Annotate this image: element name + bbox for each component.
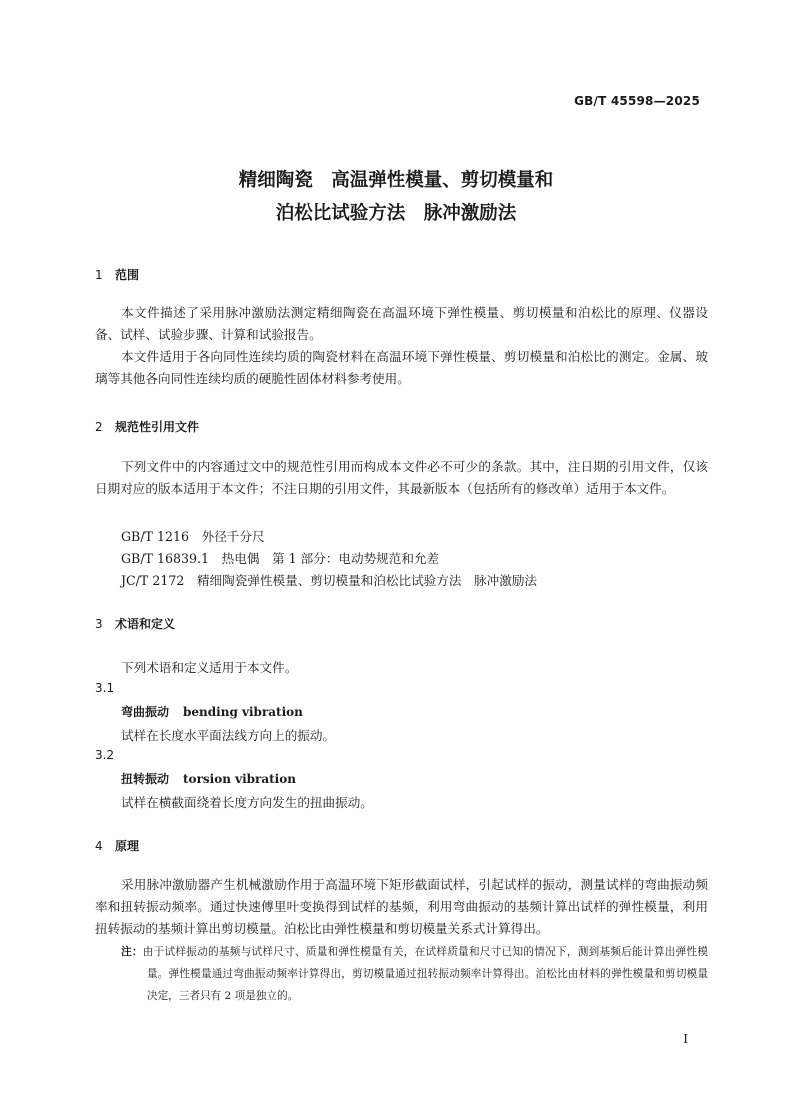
section-3-number: 3 (95, 617, 103, 631)
section-3-intro: 下列术语和定义适用于本文件。 (121, 660, 298, 675)
term-heading-torsion-vibration (121, 770, 296, 787)
section-4-note (121, 941, 708, 1007)
section-3-title: 术语和定义 (115, 617, 176, 631)
section-2-number: 2 (95, 420, 103, 434)
section-1-heading (95, 266, 139, 283)
title-line-2: 泊松比试验方法 脉冲激励法 (275, 203, 517, 224)
term-heading-bending-vibration (121, 703, 303, 720)
document-title (0, 164, 792, 230)
reference-gbt-1216: GB/T 1216 外径千分尺 (121, 529, 265, 544)
term-en: torsion vibration (183, 772, 296, 786)
section-4-heading (95, 837, 139, 854)
section-1-title: 范围 (115, 268, 140, 282)
section-1-paragraph-1: 本文件描述了采用脉冲激励法测定精细陶瓷在高温环境下弹性模量、剪切模量和泊松比的原理、仪器设备、试样、试验步骤、计算和试验报告。 (95, 305, 708, 342)
term-definition-bending-vibration: 试样在长度水平面法线方向上的振动。 (121, 728, 336, 743)
section-2-title: 规范性引用文件 (115, 420, 200, 434)
term-zh: 扭转振动 (121, 772, 170, 786)
term-zh: 弯曲振动 (121, 705, 170, 719)
page-number: I (683, 1032, 688, 1046)
reference-jct-2172: JC/T 2172 精细陶瓷弹性模量、剪切模量和泊松比试验方法 脉冲激励法 (121, 573, 538, 588)
section-4-paragraph-1: 采用脉冲激励器产生机械激励作用于高温环境下矩形截面试样，引起试样的振动，测量试样的弯曲振动频率和扭转振动频率。通过快速傅里叶变换得到试样的基频，利用弯曲振动的基频计算出试样的弹性模量，利用扭转振动的基频计算出剪切模量。泊松比由弹性模量和剪切模量关系式计算得出。 (95, 877, 708, 936)
term-en: bending vibration (183, 705, 303, 719)
term-number-3-1: 3.1 (95, 681, 115, 695)
standard-code: GB/T 45598—2025 (574, 94, 700, 108)
section-1-number: 1 (95, 268, 103, 282)
reference-gbt-16839-1: GB/T 16839.1 热电偶 第 1 部分：电动势规范和允差 (121, 551, 440, 566)
section-1-paragraph-2: 本文件适用于各向同性连续均质的陶瓷材料在高温环境下弹性模量、剪切模量和泊松比的测定。金属、玻璃等其他各向同性连续均质的硬脆性固体材料参考使用。 (95, 349, 708, 386)
term-number-3-2: 3.2 (95, 748, 115, 762)
note-text: 由于试样振动的基频与试样尺寸、质量和弹性模量有关，在试样质量和尺寸已知的情况下，测到基频后能计算出弹性模量。弹性模量通过弯曲振动频率计算得出，剪切模量通过扭转振动频率计算得出。泊松比由材料的弹性模量和剪切模量决定，三者只有 2 项是独立的。 (142, 946, 709, 1002)
note-label: 注： (121, 946, 143, 958)
section-4-number: 4 (95, 839, 103, 853)
section-3-heading (95, 615, 175, 632)
section-2-heading (95, 418, 199, 435)
title-line-1: 精细陶瓷 高温弹性模量、剪切模量和 (238, 170, 554, 191)
term-definition-torsion-vibration: 试样在横截面绕着长度方向发生的扭曲振动。 (121, 795, 373, 810)
section-4-title: 原理 (115, 839, 140, 853)
section-2-paragraph-1: 下列文件中的内容通过文中的规范性引用而构成本文件必不可少的条款。其中，注日期的引用文件，仅该日期对应的版本适用于本文件；不注日期的引用文件，其最新版本（包括所有的修改单）适用于本文件。 (95, 459, 708, 496)
